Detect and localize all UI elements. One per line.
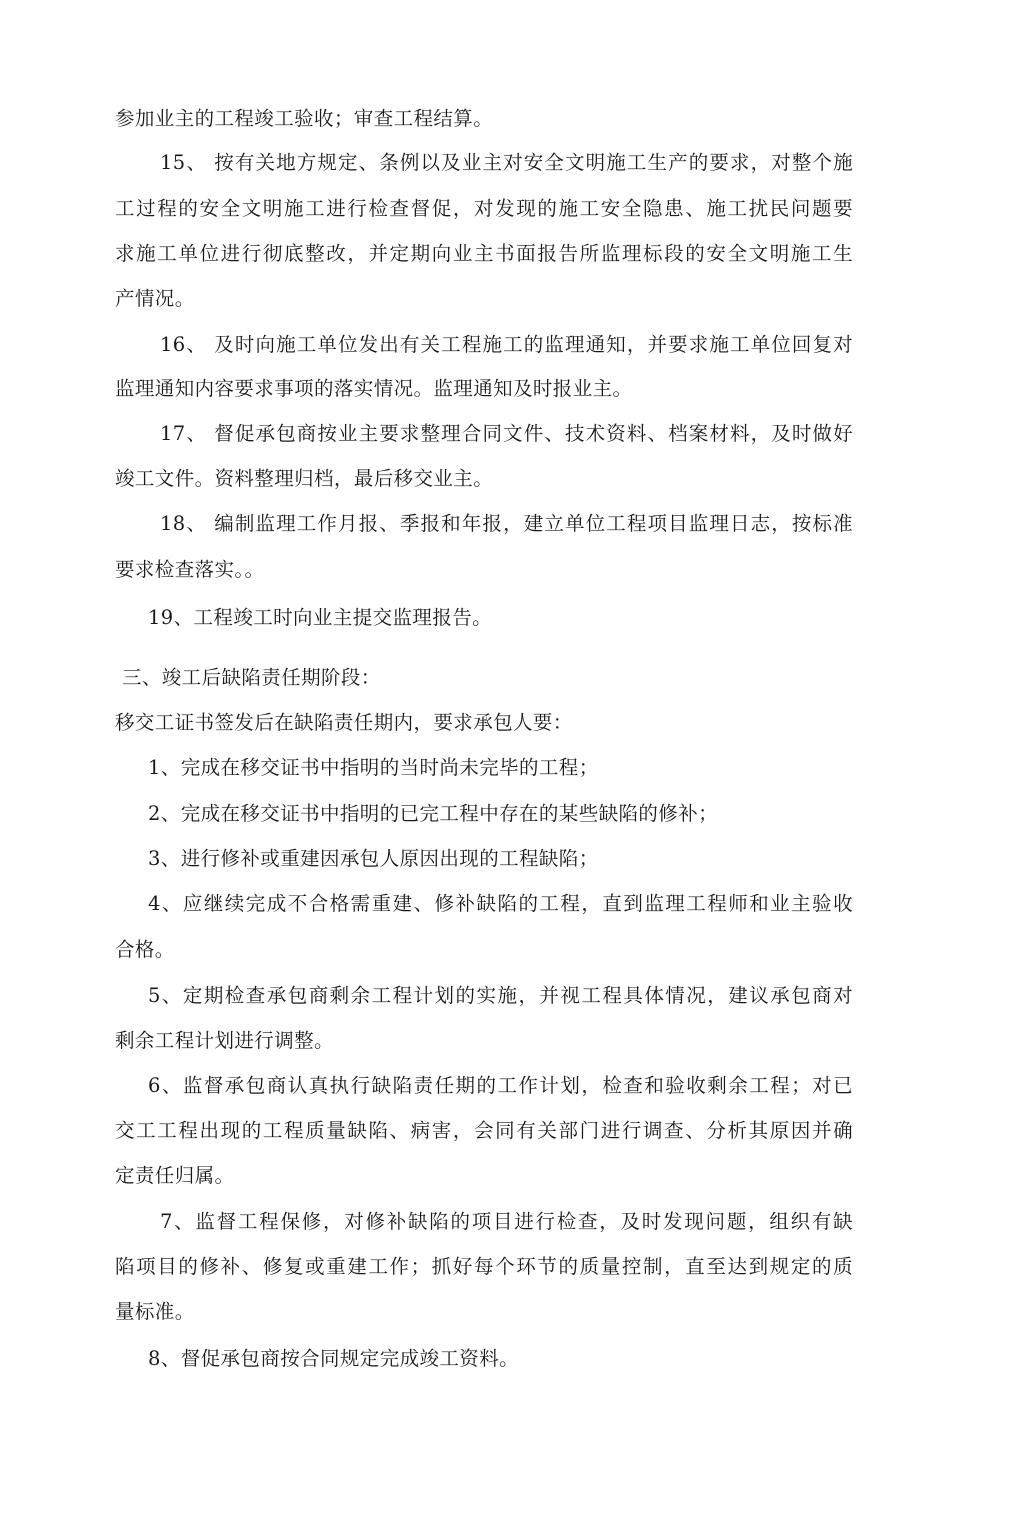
list-item: 2、完成在移交证书中指明的已完工程中存在的某些缺陷的修补； bbox=[148, 802, 719, 825]
text-line: 要求检查落实。。 bbox=[115, 558, 265, 581]
text-line: 15、 按有关地方规定、条例以及业主对安全文明施工生产的要求，对整个施 bbox=[160, 151, 853, 174]
text-line: 剩余工程计划进行调整。 bbox=[115, 1029, 334, 1052]
text-line: 合格。 bbox=[115, 938, 175, 961]
text-line: 移交工证书签发后在缺陷责任期内，要求承包人要： bbox=[115, 711, 573, 734]
list-item: 4、应继续完成不合格需重建、修补缺陷的工程，直到监理工程师和业主验收 bbox=[148, 892, 853, 915]
list-item: 6、监督承包商认真执行缺陷责任期的工作计划，检查和验收剩余工程；对已 bbox=[148, 1074, 853, 1097]
text-line: 19、工程竣工时向业主提交监理报告。 bbox=[148, 606, 493, 629]
text-line: 求施工单位进行彻底整改，并定期向业主书面报告所监理标段的安全文明施工生 bbox=[115, 242, 853, 265]
section-heading: 三、竣工后缺陷责任期阶段： bbox=[122, 666, 381, 689]
list-item: 1、完成在移交证书中指明的当时尚未完毕的工程； bbox=[148, 756, 599, 779]
text-line: 交工工程出现的工程质量缺陷、病害，会同有关部门进行调查、分析其原因并确 bbox=[115, 1119, 853, 1142]
text-line: 参加业主的工程竣工验收；审查工程结算。 bbox=[115, 107, 494, 130]
text-line: 竣工文件。资料整理归档，最后移交业主。 bbox=[115, 467, 494, 490]
text-line: 监理通知内容要求事项的落实情况。监理通知及时报业主。 bbox=[115, 377, 633, 400]
list-item: 3、进行修补或重建因承包人原因出现的工程缺陷； bbox=[148, 847, 599, 870]
text-line: 陷项目的修补、修复或重建工作；抓好每个环节的质量控制，直至达到规定的质 bbox=[115, 1255, 853, 1278]
text-line: 17、 督促承包商按业主要求整理合同文件、技术资料、档案材料，及时做好 bbox=[160, 422, 853, 445]
list-item: 7、监督工程保修，对修补缺陷的项目进行检查，及时发现问题，组织有缺 bbox=[160, 1210, 853, 1233]
text-line: 工过程的安全文明施工进行检查督促，对发现的施工安全隐患、施工扰民问题要 bbox=[115, 197, 853, 220]
list-item: 8、督促承包商按合同规定完成竣工资料。 bbox=[148, 1347, 520, 1370]
text-line: 量标准。 bbox=[115, 1300, 195, 1323]
text-line: 16、 及时向施工单位发出有关工程施工的监理通知，并要求施工单位回复对 bbox=[160, 333, 853, 356]
text-line: 产情况。 bbox=[115, 287, 195, 310]
list-item: 5、定期检查承包商剩余工程计划的实施，并视工程具体情况，建议承包商对 bbox=[148, 984, 853, 1007]
text-line: 18、 编制监理工作月报、季报和年报，建立单位工程项目监理日志，按标准 bbox=[160, 512, 853, 535]
text-line: 定责任归属。 bbox=[115, 1164, 235, 1187]
